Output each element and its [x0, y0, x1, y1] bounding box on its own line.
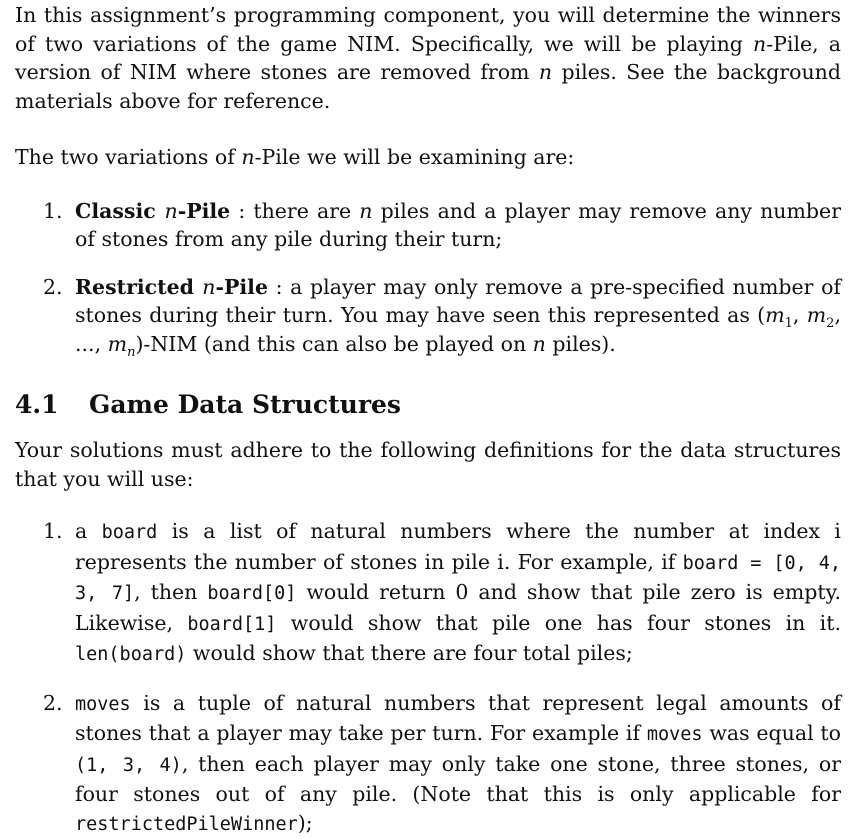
comma: , — [95, 332, 108, 356]
definition-text: was equal to — [703, 721, 841, 745]
definitions-intro-paragraph: Your solutions must adhere to the following definitions for the data structures that you will use: — [15, 436, 841, 493]
math-n: n — [753, 32, 766, 56]
list-item-board — [15, 517, 841, 670]
intro-paragraph — [15, 1, 841, 115]
list-number: 1. — [43, 517, 63, 546]
variation-title — [75, 275, 268, 299]
subscript: 2 — [826, 316, 834, 331]
variations-intro-text: -Pile we will be examining are: — [255, 145, 575, 169]
title-text: Restricted — [75, 275, 202, 299]
list-number: 2. — [43, 689, 63, 718]
ellipsis: ... — [75, 332, 95, 356]
definition-text: ); — [298, 811, 313, 835]
description-text: )-NIM (and this can also be played on — [135, 332, 532, 356]
intro-text: piles. See the background materials above for reference. — [15, 60, 841, 113]
list-item-classic-pile — [15, 197, 841, 254]
list-item-moves — [15, 689, 841, 839]
definitions-list — [15, 517, 841, 839]
list-item-restricted-pile — [15, 273, 841, 359]
math-n: n — [533, 332, 546, 356]
definition-text: would show that pile one has four stones in it. — [276, 611, 841, 635]
definition-text: a — [75, 519, 102, 543]
comma: , — [834, 303, 841, 327]
document-page — [15, 0, 841, 839]
list-number: 2. — [43, 273, 63, 302]
description-text: : there are — [230, 199, 359, 223]
title-text: Classic — [75, 199, 164, 223]
intro-text: In this assignment’s programming component, you will determine the winners of two variations of the game NIM. Specifically, we will be playing — [15, 3, 841, 56]
description-text: : a player may only remove a pre-specified number of stones during their turn. You may have seen this represented as ( — [75, 275, 841, 328]
math-n: n — [164, 199, 177, 223]
definition-text: is a tuple of natural numbers that represent legal amounts of stones that a player may take per turn. For example if — [75, 691, 841, 746]
section-heading — [15, 387, 841, 423]
comma: , — [793, 303, 807, 327]
section-title: Game Data Structures — [89, 390, 401, 419]
code-board: board — [102, 522, 158, 543]
math-n: n — [539, 60, 552, 84]
description-text: piles). — [546, 332, 616, 356]
math-n: n — [241, 145, 254, 169]
subscript: 1 — [785, 316, 793, 331]
variations-list — [15, 197, 841, 359]
variations-intro-paragraph — [15, 143, 841, 172]
definition-text: would show that there are four total piles; — [186, 641, 632, 665]
code-moves: moves — [75, 694, 131, 715]
variations-intro-text: The two variations of — [15, 145, 241, 169]
section-number: 4.1 — [15, 387, 89, 423]
code-moves-example: (1, 3, 4) — [75, 755, 182, 776]
math-n: n — [202, 275, 215, 299]
math-m: m — [765, 303, 784, 327]
definition-text: would return 0 and show that pile zero is empty. Likewise, — [75, 580, 841, 635]
definition-text: , then — [134, 580, 207, 604]
intro-text: -Pile, a version of NIM where stones are removed from — [15, 32, 841, 85]
code-moves: moves — [647, 724, 703, 745]
list-number: 1. — [43, 197, 63, 226]
definition-text: , then each player may only take one stone, three stones, or four stones out of any pile. (Note that this is only applicable for — [75, 752, 841, 807]
code-board-index-0: board[0] — [207, 583, 296, 604]
math-n: n — [359, 199, 372, 223]
variation-title — [75, 199, 230, 223]
description-text: piles and a player may remove any number of stones from any pile during their turn; — [75, 199, 841, 252]
math-m: m — [807, 303, 826, 327]
code-board-example: board = [0, 4, 3, 7] — [75, 553, 841, 605]
subscript: n — [127, 345, 135, 360]
code-restricted-pile-winner: restrictedPileWinner — [75, 814, 298, 835]
definition-text: is a list of natural numbers where the number at index i represents the number of stones in pile i. For example, if — [75, 519, 841, 574]
code-len-board: len(board) — [75, 644, 186, 665]
code-board-index-1: board[1] — [187, 614, 276, 635]
math-m: m — [108, 332, 127, 356]
title-text: -Pile — [178, 199, 231, 223]
title-text: -Pile — [215, 275, 268, 299]
